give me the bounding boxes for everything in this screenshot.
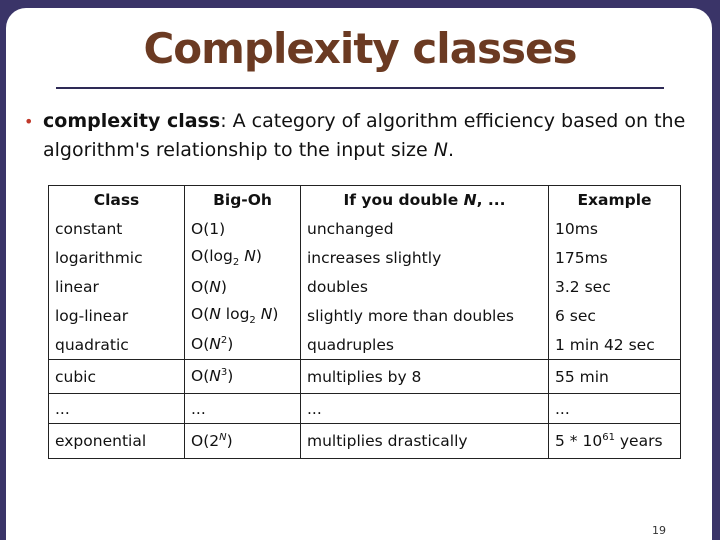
cell-double: multiplies drastically bbox=[301, 424, 549, 459]
table-row bbox=[49, 394, 681, 424]
cell-class: exponential bbox=[49, 424, 185, 459]
cell-double: quadruples bbox=[301, 330, 549, 360]
table-row bbox=[49, 424, 681, 459]
cell-example: 175ms bbox=[549, 243, 681, 272]
cell-class: quadratic bbox=[49, 330, 185, 360]
table-header-row bbox=[49, 186, 681, 215]
bullet-definition: : A category of algorithm efficiency based on the algorithm's relationship to the input size N. bbox=[43, 110, 686, 161]
bullet-term: complexity class bbox=[43, 110, 221, 132]
cell-big-oh: $O(2^N)$ bbox=[185, 424, 301, 459]
cell-example: 1 min 42 sec bbox=[549, 330, 681, 360]
cell-double: multiplies by 8 bbox=[301, 360, 549, 394]
header-example: Example bbox=[549, 186, 681, 215]
cell-example: 6 sec bbox=[549, 301, 681, 330]
cell-class: logarithmic bbox=[49, 243, 185, 272]
cell-example: 55 min bbox=[549, 360, 681, 394]
cell-class: cubic bbox=[49, 360, 185, 394]
cell-double: unchanged bbox=[301, 214, 549, 243]
cell-double: ... bbox=[301, 394, 549, 424]
cell-big-oh: $O(\log_2$ N) bbox=[185, 243, 301, 272]
table-row bbox=[49, 243, 681, 272]
table-row bbox=[49, 360, 681, 394]
cell-example: 10ms bbox=[549, 214, 681, 243]
cell-class: log-linear bbox=[49, 301, 185, 330]
cell-example: ... bbox=[549, 394, 681, 424]
table-row bbox=[49, 272, 681, 301]
table-row bbox=[49, 301, 681, 330]
bullet-text bbox=[43, 107, 693, 165]
complexity-table bbox=[48, 185, 681, 459]
cell-double: increases slightly bbox=[301, 243, 549, 272]
cell-big-oh: O(1) bbox=[185, 214, 301, 243]
cell-example: 3.2 sec bbox=[549, 272, 681, 301]
header-if-double: If you double N, ... bbox=[301, 186, 549, 215]
cell-big-oh: O(N $\log_2 N$) bbox=[185, 301, 301, 330]
bullet-icon: • bbox=[24, 112, 34, 131]
cell-class: constant bbox=[49, 214, 185, 243]
cell-double: doubles bbox=[301, 272, 549, 301]
cell-big-oh: $O(N^3)$ bbox=[185, 360, 301, 394]
page-number: 19 bbox=[652, 524, 666, 537]
slide-title: Complexity classes bbox=[143, 24, 577, 73]
table-row bbox=[49, 330, 681, 360]
header-big-oh: Big-Oh bbox=[185, 186, 301, 215]
cell-big-oh: $O(N^2)$ bbox=[185, 330, 301, 360]
cell-big-oh: ... bbox=[185, 394, 301, 424]
header-class: Class bbox=[49, 186, 185, 215]
table-row bbox=[49, 214, 681, 243]
cell-big-oh: O(N) bbox=[185, 272, 301, 301]
cell-class: ... bbox=[49, 394, 185, 424]
cell-double: slightly more than doubles bbox=[301, 301, 549, 330]
cell-class: linear bbox=[49, 272, 185, 301]
title-divider bbox=[56, 87, 664, 89]
cell-example: $5 * 10^{61}$ years bbox=[549, 424, 681, 459]
